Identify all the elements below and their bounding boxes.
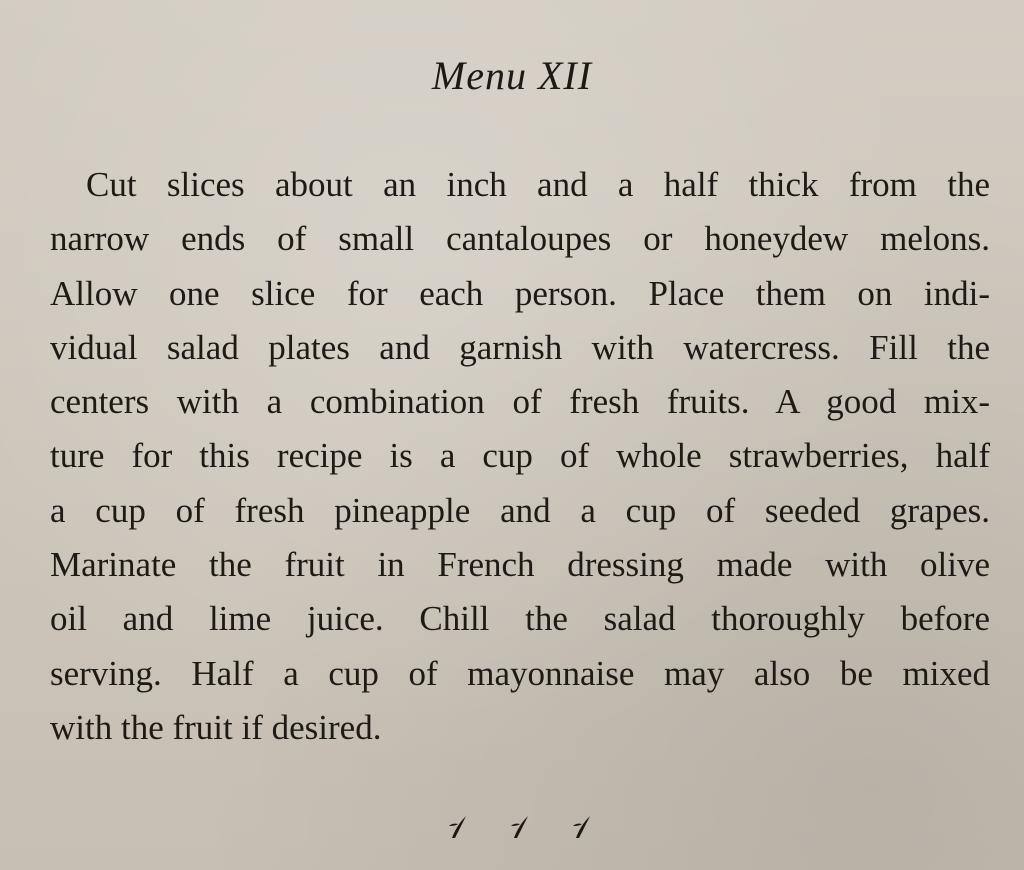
paragraph-line: narrow ends of small cantaloupes or honeydew melons. — [50, 219, 990, 259]
paragraph-line: a cup of fresh pineapple and a cup of seeded grapes. — [50, 490, 990, 530]
leaf-ornament-icon — [446, 812, 470, 840]
paragraph-line: vidual salad plates and garnish with watercress. Fill the — [50, 327, 990, 367]
paragraph-line: Allow one slice for each person. Place them on indi- — [50, 273, 990, 313]
paragraph-line: oil and lime juice. Chill the salad thoroughly before — [50, 599, 990, 639]
paragraph-line: ture for this recipe is a cup of whole strawberries, half — [50, 436, 990, 476]
leaf-ornament-icon — [508, 812, 532, 840]
recipe-paragraph — [50, 158, 990, 755]
paragraph-line: centers with a combination of fresh fruits. A good mix- — [50, 382, 990, 422]
paragraph-line: Cut slices about an inch and a half thick from the — [86, 165, 990, 204]
ornament-row — [440, 812, 600, 852]
leaf-ornament-icon — [570, 812, 594, 840]
page-title: Menu XII — [431, 53, 593, 98]
paragraph-line: with the fruit if desired. — [50, 707, 382, 747]
paragraph-line: serving. Half a cup of mayonnaise may also be mixed — [50, 653, 990, 693]
paragraph-line: Marinate the fruit in French dressing made with olive — [50, 545, 990, 585]
